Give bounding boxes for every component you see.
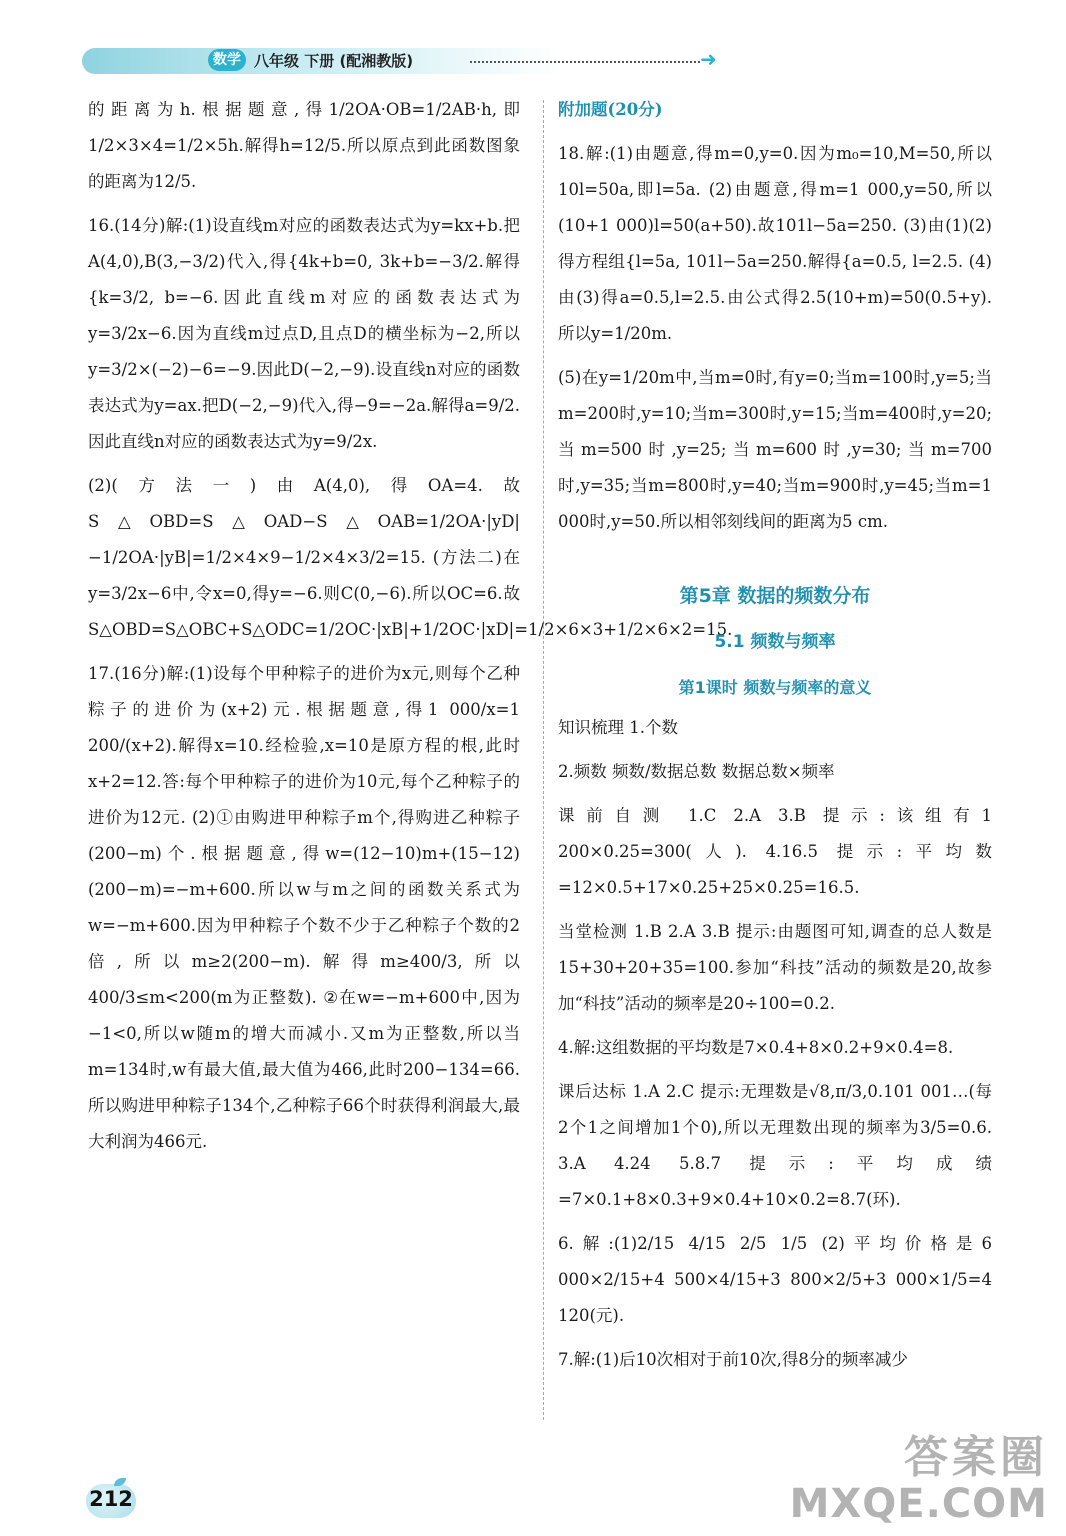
chapter-title: 第5章 数据的频数分布 [679,585,871,607]
lesson-title: 第1课时 频数与频率的意义 [678,678,872,697]
arrow-right-icon: ➜ [700,47,717,71]
page-header [0,0,1066,95]
left-para-q17: 17.(16分)解:(1)设每个甲种粽子的进价为x元,则每个乙种粽子的进价为(x+2)元.根据题意,得1 000/x=1 200/(x+2).解得x=10.经检验,x=10是原方程的根,此时x+2=12.答:每个甲种粽子的进价为10元,每个乙种粽子的进价为12元. (2)①由购进甲种粽子m个,得购进乙种粽子(200−m)个.根据题意,得w=(12−10)m+(15−12)(200−m)=−m+600.所以w与m之间的函数关系式为w=−m+600.因为甲种粽子个数不少于乙种粽子个数的2倍,所以m≥2(200−m).解得m≥400/3,所以400/3≤m<200(m为正整数). ②在w=−m+600中,因为−1<0,所以w随m的增大而减小.又m为正整数,所以当m=134时,w有最大值,最大值为466,此时200−134=66.所以购进甲种粽子134个,乙种粽子66个时获得利润最大,最大利润为466元. [88,664,520,1151]
watermark [790,1434,1048,1526]
in-class-test: 当堂检测 1.B 2.A 3.B 提示:由题图可知,调查的总人数是15+30+20+35=100.参加“科技”活动的频数是20,故参加“科技”活动的频率是20÷100=0.2. [558,922,992,1013]
left-para-q16-part2: (2)(方法一)由A(4,0),得OA=4.故S△OBD=S△OAD−S△OAB=1/2OA·|yD|−1/2OA·|yB|=1/2×4×9−1/2×4×3/2=15. (方法二)在y=3/2x−6中,令x=0,得y=−6.则C(0,−6).所以OC=6.故S△OBD=S△OBC+S△ODC=1/2OC·|xB|+1/2OC·|xD|=1/2×6×3+1/2×6×2=15. [88,476,733,639]
watermark-bottom: MXQE.COM [789,1481,1048,1527]
subject-badge: 数学 [208,49,246,71]
after-class-test: 课后达标 1.A 2.C 提示:无理数是√8,π/3,0.101 001…(每2个1之间增加1个0),所以无理数出现的频率为3/5=0.6. 3.A 4.24 5.8.7 提示:平均成绩=7×0.1+8×0.3+9×0.4+10×0.2=8.7(环). [558,1082,992,1209]
left-para-q16: 16.(14分)解:(1)设直线m对应的函数表达式为y=kx+b.把A(4,0),B(3,−3/2)代入,得{4k+b=0, 3k+b=−3/2.解得{k=3/2, b=−6.因此直线m对应的函数表达式为y=3/2x−6.因为直线m过点D,且点D的横坐标为−2,所以y=3/2×(−2)−6=−9.因此D(−2,−9).设直线n对应的函数表达式为y=ax.把D(−2,−9)代入,得−9=−2a.解得a=9/2.因此直线n对应的函数表达式为y=9/2x. [88,216,520,451]
after-class-q7: 7.解:(1)后10次相对于前10次,得8分的频率减少 [558,1350,908,1369]
right-para-q18: 18.解:(1)由题意,得m=0,y=0.因为m₀=10,M=50,所以10l=50a,即l=5a. (2)由题意,得m=1 000,y=50,所以(10+1 000)l=50(a+50).故101l−5a=250. (3)由(1)(2)得方程组{l=5a, 101l−5a=250.解得{a=0.5, l=2.5. (4)由(3)得a=0.5,l=2.5.由公式得2.5(10+m)=50(0.5+y).所以y=1/20m. [558,144,992,343]
subsection-title: 5.1 频数与频率 [714,632,836,652]
column-divider [543,100,544,1420]
left-para-1: 的距离为h.根据题意,得1/2OA·OB=1/2AB·h,即1/2×3×4=1/2×5h.解得h=12/5.所以原点到此函数图象的距离为12/5. [88,100,520,191]
header-dotted-line [470,61,700,63]
in-class-q4: 4.解:这组数据的平均数是7×0.4+8×0.2+9×0.4=8. [558,1038,954,1057]
knowledge-review-2: 2.频数 频数/数据总数 数据总数×频率 [558,762,835,781]
page-number: 212 [89,1487,133,1511]
right-para-q18-5: (5)在y=1/20m中,当m=0时,有y=0;当m=100时,y=5;当m=200时,y=10;当m=300时,y=15;当m=400时,y=20;当m=500时,y=25;当m=600时,y=30;当m=700时,y=35;当m=800时,y=40;当m=900时,y=45;当m=1 000时,y=50.所以相邻刻线间的距离为5 cm. [558,368,992,531]
pre-class-test: 课前自测 1.C 2.A 3.B 提示:该组有1 200×0.25=300(人). 4.16.5 提示:平均数=12×0.5+17×0.25+25×0.25=16.5. [558,806,992,897]
knowledge-review: 知识梳理 1.个数 [558,718,678,737]
after-class-q6: 6.解:(1)2/15 4/15 2/5 1/5 (2)平均价格是6 000×2/15+4 500×4/15+3 800×2/5+3 000×1/5=4 120(元). [558,1234,992,1325]
watermark-top: 答案圈 [904,1432,1048,1483]
right-column [558,92,992,1386]
bonus-title: 附加题(20分) [558,100,663,119]
book-info: 八年级 下册 (配湘教版) [254,52,414,70]
page-number-badge [86,1478,138,1522]
